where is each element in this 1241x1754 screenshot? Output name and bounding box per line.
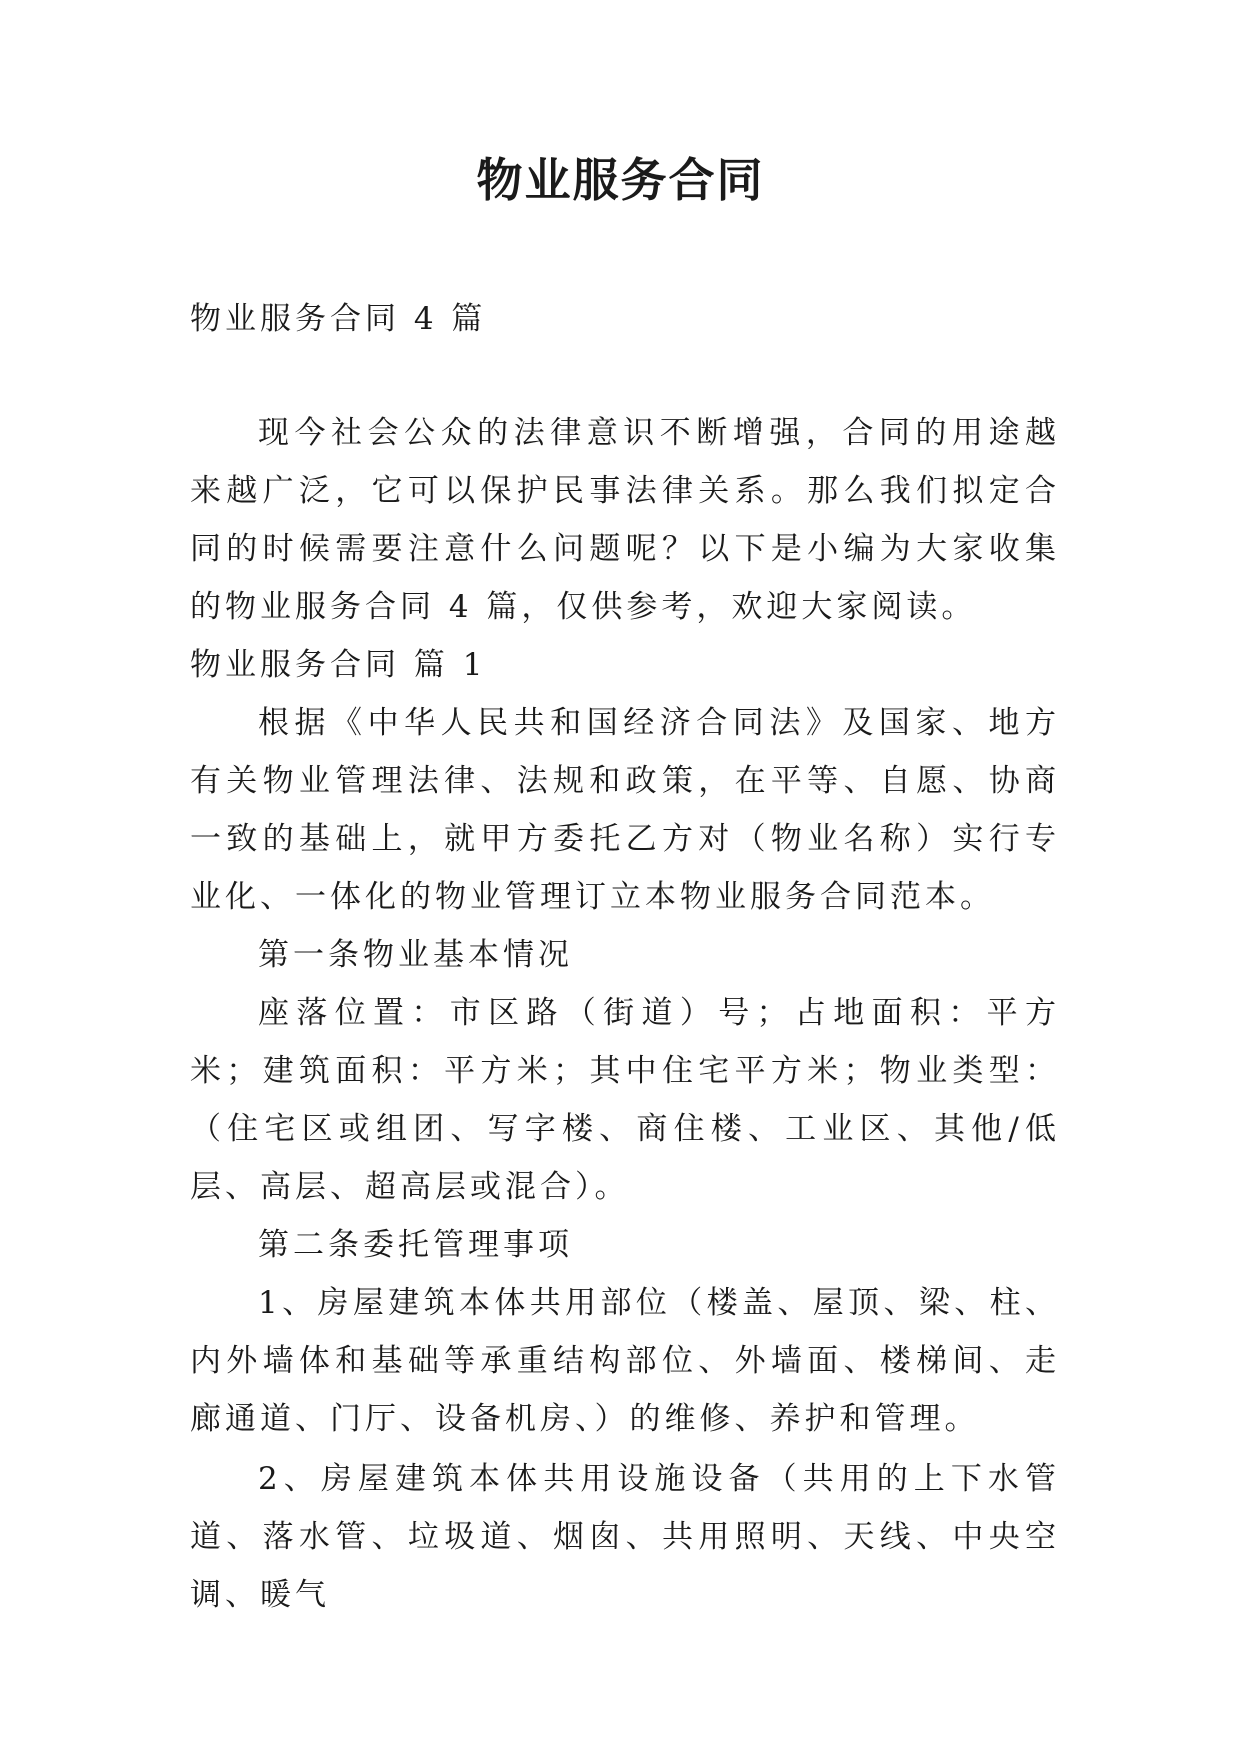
article-2-item-2: 2、房屋建筑本体共用设施设备（共用的上下水管道、落水管、垃圾道、烟囱、共用照明、天线、中央空调、暖气: [190, 1461, 1060, 1613]
document-body: [190, 290, 1060, 1624]
article-1-heading: 第一条物业基本情况: [258, 937, 573, 973]
article-2-heading: 第二条委托管理事项: [258, 1227, 573, 1263]
document-subtitle: 物业服务合同 4 篇: [190, 301, 487, 337]
article-2-item-1: 1、房屋建筑本体共用部位（楼盖、屋顶、梁、柱、内外墙体和基础等承重结构部位、外墙面、楼梯间、走廊通道、门厅、设备机房、）的维修、养护和管理。: [190, 1285, 1060, 1437]
preamble-paragraph: 根据《中华人民共和国经济合同法》及国家、地方有关物业管理法律、法规和政策，在平等、自愿、协商一致的基础上，就甲方委托乙方对（物业名称）实行专业化、一体化的物业管理订立本物业服务合同范本。: [190, 705, 1060, 915]
section-heading-part1: 物业服务合同 篇 1: [190, 647, 487, 683]
intro-paragraph: 现今社会公众的法律意识不断增强，合同的用途越来越广泛，它可以保护民事法律关系。那么我们拟定合同的时候需要注意什么问题呢？以下是小编为大家收集的物业服务合同 4 篇，仅供参考，欢迎大家阅读。: [190, 415, 1060, 625]
document-title: 物业服务合同: [476, 153, 765, 207]
article-1-paragraph: 座落位置：市区路（街道）号；占地面积：平方米；建筑面积：平方米；其中住宅平方米；物业类型：（住宅区或组团、写字楼、商住楼、工业区、其他/低层、高层、超高层或混合）。: [190, 995, 1060, 1205]
